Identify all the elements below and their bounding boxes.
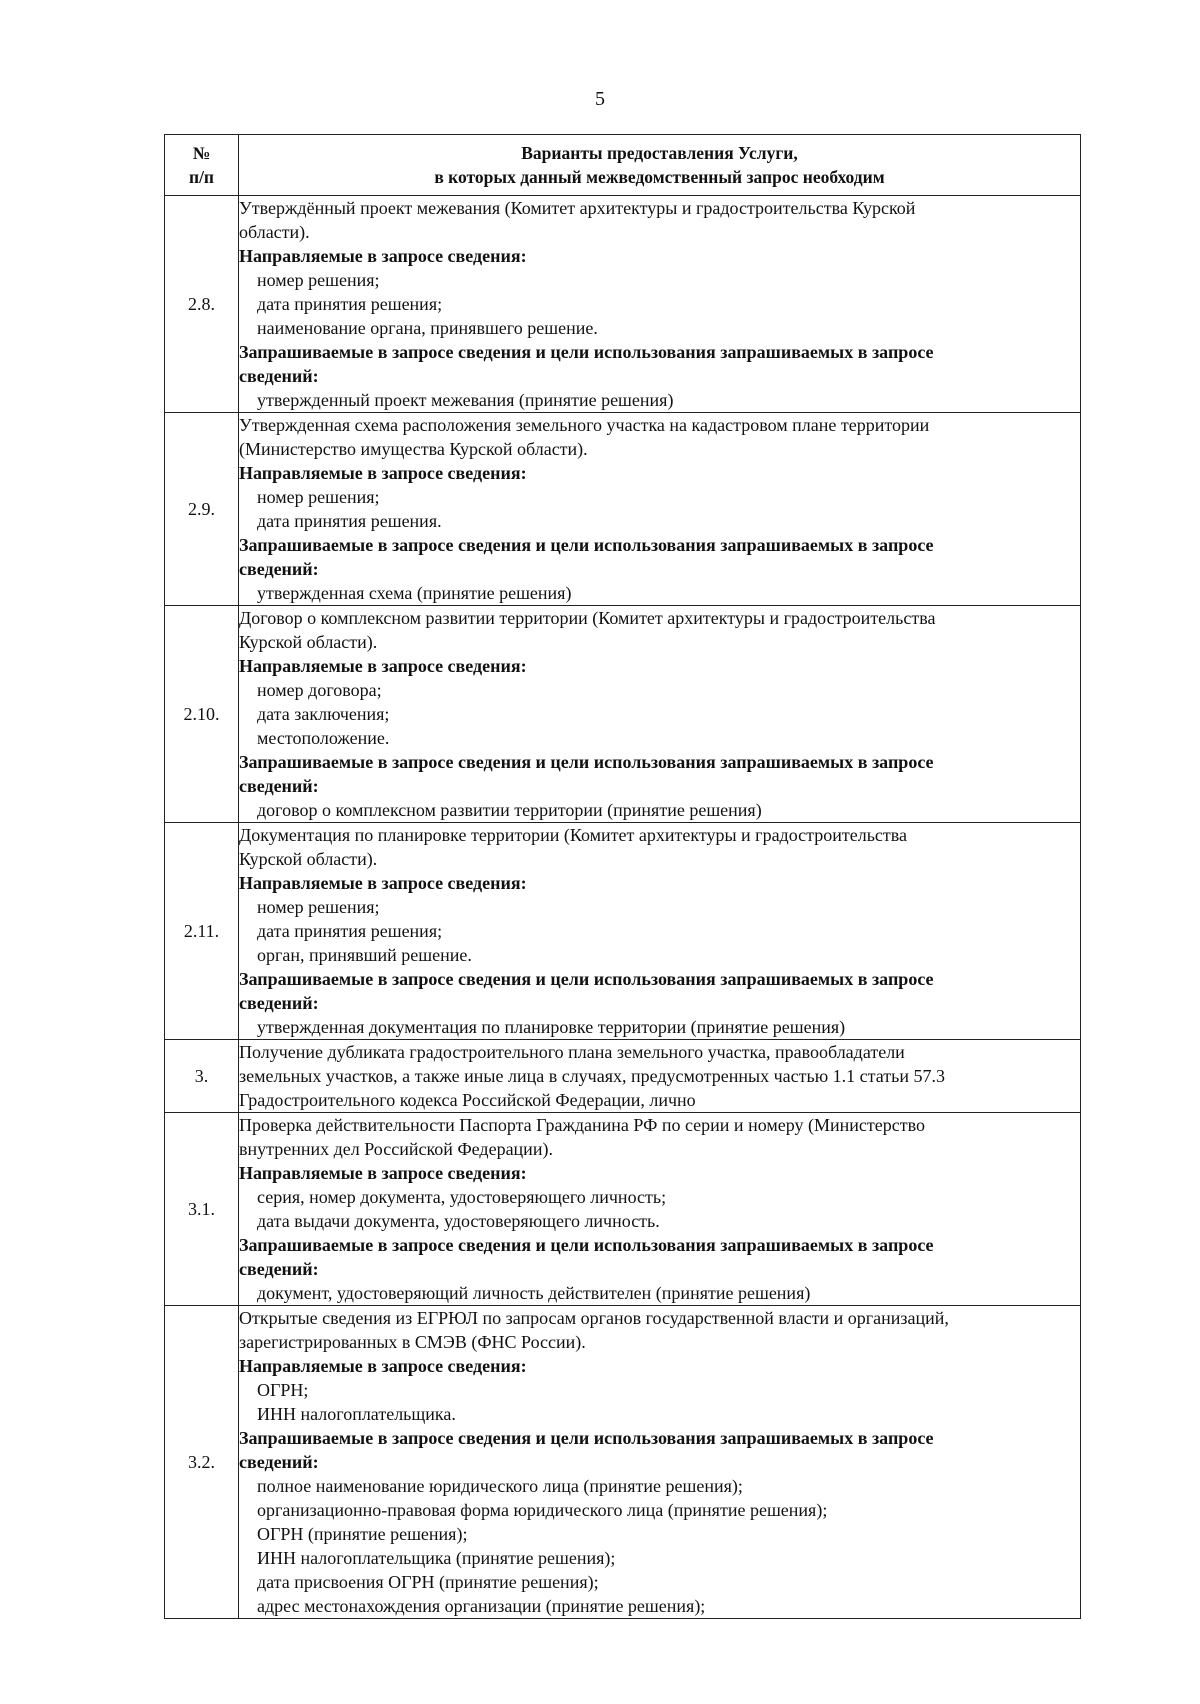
row-number: 2.10. [165, 606, 239, 823]
sent-info-item: дата заключения; [257, 704, 390, 724]
service-description-line: (Министерство имущества Курской области). [239, 439, 588, 459]
row-content [239, 823, 1081, 1040]
row-number: 2.9. [165, 413, 239, 606]
requested-info-label: Запрашиваемые в запросе сведения и цели использования запрашиваемых в запросе [239, 1428, 934, 1448]
requested-info-label: сведений: [239, 559, 319, 579]
service-description-line: внутренних дел Российской Федерации). [239, 1139, 553, 1159]
service-description-line: Получение дубликата градостроительного плана земельного участка, правообладатели [239, 1042, 905, 1062]
requested-info-item: ОГРН (принятие решения); [257, 1524, 468, 1544]
table-row [165, 606, 1081, 823]
service-description-line: земельных участков, а также иные лица в случаях, предусмотренных частью 1.1 статьи 57.3 [239, 1066, 945, 1086]
requested-info-label: Запрашиваемые в запросе сведения и цели использования запрашиваемых в запросе [239, 535, 934, 555]
header-variants [239, 135, 1081, 196]
requested-info-label: сведений: [239, 1452, 319, 1472]
page-number: 5 [595, 88, 605, 110]
row-content [239, 1113, 1081, 1306]
sent-info-label: Направляемые в запросе сведения: [239, 656, 527, 676]
sent-info-item: дата принятия решения. [257, 511, 442, 531]
requested-info-item: договор о комплексном развитии территории (принятие решения) [257, 800, 762, 820]
sent-info-item: дата принятия решения; [257, 921, 443, 941]
sent-info-item: номер решения; [257, 897, 380, 917]
requested-info-item: дата присвоения ОГРН (принятие решения); [257, 1572, 599, 1592]
service-description-line: Утверждённый проект межевания (Комитет архитектуры и градостроительства Курской [239, 198, 916, 218]
requests-table [164, 134, 1081, 1619]
row-number: 2.8. [165, 196, 239, 413]
requested-info-label: сведений: [239, 366, 319, 386]
row-content [239, 606, 1081, 823]
requested-info-item: адрес местонахождения организации (принятие решения); [257, 1596, 706, 1616]
sent-info-label: Направляемые в запросе сведения: [239, 1356, 527, 1376]
requested-info-label: сведений: [239, 776, 319, 796]
table-header-row [165, 135, 1081, 196]
requested-info-item: ИНН налогоплательщика (принятие решения); [257, 1548, 616, 1568]
sent-info-item: номер договора; [257, 680, 382, 700]
table-row [165, 1113, 1081, 1306]
requested-info-label: Запрашиваемые в запросе сведения и цели использования запрашиваемых в запросе [239, 342, 934, 362]
header-variants-line: Варианты предоставления Услуги, [521, 143, 798, 163]
sent-info-label: Направляемые в запросе сведения: [239, 873, 527, 893]
service-description-line: зарегистрированных в СМЭВ (ФНС России). [239, 1332, 586, 1352]
header-number [165, 135, 239, 196]
requested-info-label: сведений: [239, 993, 319, 1013]
sent-info-item: дата выдачи документа, удостоверяющего личность. [257, 1211, 660, 1231]
requested-info-item: утвержденный проект межевания (принятие решения) [257, 390, 674, 410]
requested-info-item: полное наименование юридического лица (принятие решения); [257, 1476, 743, 1496]
row-content [239, 1306, 1081, 1619]
table-row [165, 196, 1081, 413]
sent-info-item: номер решения; [257, 270, 380, 290]
header-variants-line: в которых данный межведомственный запрос необходим [434, 167, 885, 187]
table-row [165, 1040, 1081, 1113]
requested-info-item: документ, удостоверяющий личность действителен (принятие решения) [257, 1283, 811, 1303]
requested-info-label: Запрашиваемые в запросе сведения и цели использования запрашиваемых в запросе [239, 752, 934, 772]
sent-info-item: ОГРН; [257, 1380, 309, 1400]
requested-info-item: утвержденная документация по планировке территории (принятие решения) [257, 1017, 846, 1037]
service-description-line: Документация по планировке территории (Комитет архитектуры и градостроительства [239, 825, 908, 845]
service-description-line: Курской области). [239, 849, 378, 869]
row-number: 3. [165, 1040, 239, 1113]
table-body [165, 196, 1081, 1619]
requested-info-item: организационно-правовая форма юридического лица (принятие решения); [257, 1500, 828, 1520]
sent-info-item: орган, принявший решение. [257, 945, 472, 965]
row-number: 2.11. [165, 823, 239, 1040]
sent-info-item: местоположение. [257, 728, 390, 748]
sent-info-item: серия, номер документа, удостоверяющего личность; [257, 1187, 667, 1207]
table-row [165, 1306, 1081, 1619]
requested-info-label: Запрашиваемые в запросе сведения и цели использования запрашиваемых в запросе [239, 969, 934, 989]
row-content [239, 196, 1081, 413]
header-number-line: п/п [188, 167, 215, 187]
service-description-line: области). [239, 222, 310, 242]
row-number: 3.2. [165, 1306, 239, 1619]
requested-info-label: Запрашиваемые в запросе сведения и цели использования запрашиваемых в запросе [239, 1235, 934, 1255]
service-description-line: Утвержденная схема расположения земельного участка на кадастровом плане территории [239, 415, 930, 435]
sent-info-item: ИНН налогоплательщика. [257, 1404, 456, 1424]
service-description-line: Проверка действительности Паспорта Гражданина РФ по серии и номеру (Министерство [239, 1115, 925, 1135]
sent-info-item: наименование органа, принявшего решение. [257, 318, 598, 338]
table-row [165, 413, 1081, 606]
row-number: 3.1. [165, 1113, 239, 1306]
requested-info-item: утвержденная схема (принятие решения) [257, 583, 572, 603]
service-description-line: Договор о комплексном развитии территории (Комитет архитектуры и градостроительства [239, 608, 936, 628]
service-description-line: Градостроительного кодекса Российской Федерации, лично [239, 1090, 696, 1110]
sent-info-label: Направляемые в запросе сведения: [239, 246, 527, 266]
requested-info-label: сведений: [239, 1259, 319, 1279]
row-content [239, 1040, 1081, 1113]
service-description-line: Открытые сведения из ЕГРЮЛ по запросам органов государственной власти и организаций, [239, 1308, 949, 1328]
row-content [239, 413, 1081, 606]
sent-info-label: Направляемые в запросе сведения: [239, 463, 527, 483]
table-row [165, 823, 1081, 1040]
header-number-line: № [192, 143, 211, 163]
sent-info-label: Направляемые в запросе сведения: [239, 1163, 527, 1183]
service-description-line: Курской области). [239, 632, 378, 652]
sent-info-item: номер решения; [257, 487, 380, 507]
sent-info-item: дата принятия решения; [257, 294, 443, 314]
